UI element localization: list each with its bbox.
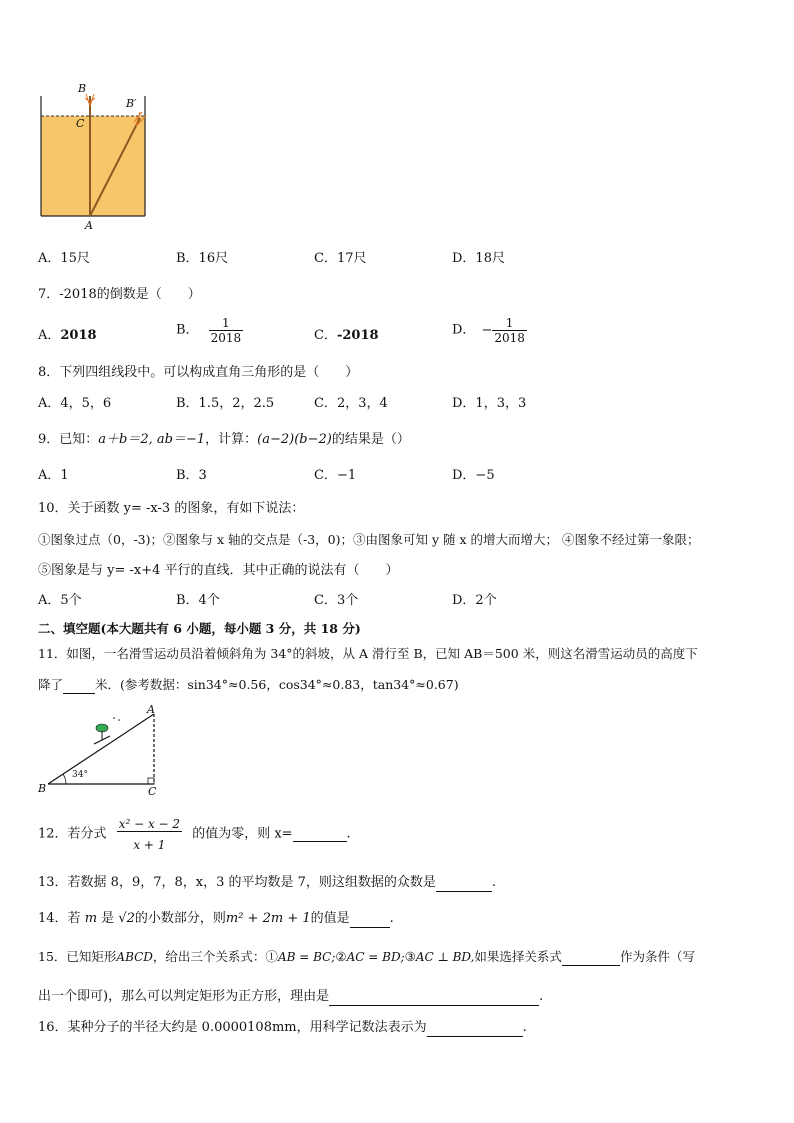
q15-line-2-text: 出一个即可)，那么可以判定矩形为正方形，理由是 [38,989,330,1004]
right-angle-mark [148,778,154,784]
q14-mid1: 是 [101,911,115,926]
q12-suffix: 的值为零，则 x= [192,826,293,842]
label-C: C [76,117,85,130]
q8-option-d[interactable]: D．1，3，3 [452,396,527,411]
q7-option-d-den: 2018 [494,331,525,345]
q9-option-a[interactable]: A．1 [38,468,69,483]
q7-option-c-value: -2018 [336,328,379,343]
q15-circle-3: ③ [404,949,416,964]
q7-option-b-num: 1 [209,316,244,331]
q15-relation-2: AC = BD; [346,950,405,964]
q12-denominator: x + 1 [133,838,166,852]
angle-arc [63,774,66,784]
q15-line-2-end: . [539,989,544,1004]
q7-option-d-num: 1 [492,316,527,331]
q14-end: . [389,911,394,926]
q10-option-d[interactable]: D．2个 [452,593,497,608]
q15-mid: ，给出三个关系式：① [152,949,278,964]
q14-suffix: 的值是 [310,911,350,926]
q7-option-a-value: 2018 [60,328,97,343]
q13-answer-blank[interactable] [436,877,492,892]
q11-answer-blank[interactable] [63,679,95,694]
q9-stem [38,431,410,449]
q9-mid: ，计算： [205,432,258,447]
q8-option-a[interactable]: A．4，5，6 [38,396,112,411]
slope-angle-label: 34° [72,770,88,780]
q13-text: 13．若数据 8，9，7，8，x，3 的平均数是 7，则这组数据的众数是 [38,875,436,890]
q14-sqrt: √2 [118,911,135,926]
q9-condition: a＋b＝2, ab＝−1 [98,432,206,447]
q16-answer-blank[interactable] [427,1022,523,1037]
q15-reason-blank[interactable] [329,991,539,1006]
q7-option-b-letter: B． [176,322,199,338]
skier-icon [94,717,120,744]
q7-option-d-letter: D． [452,322,476,338]
q16 [38,1019,527,1037]
q12-end: . [346,826,351,842]
q9-prefix: 9．已知： [38,432,99,447]
label-A: A [85,219,93,232]
q11-line-1: 11．如图，一名滑雪运动员沿着倾斜角为 34°的斜坡，从 A 滑行至 B，已知 AB＝500 米，则这名滑雪运动员的高度下 [38,646,698,661]
slope-label-C: C [148,785,157,798]
q11-line-2-rest: 米．(参考数据：sin34°≈0.56，cos34°≈0.83，tan34°≈0.67) [95,677,459,692]
q6-option-b[interactable]: B．16尺 [176,251,229,266]
q15-line-1 [38,948,695,966]
q14-prefix: 14．若 [38,911,81,926]
q12 [38,817,351,852]
q9-option-b[interactable]: B．3 [176,468,207,483]
q10-option-c[interactable]: C．3个 [314,593,359,608]
q7-option-a[interactable] [38,327,97,345]
q13-end: . [491,875,497,890]
q15-rect: ABCD [116,950,153,964]
q9-option-c[interactable]: C．−1 [314,468,357,483]
figure-reed-in-water [36,82,156,232]
q15-after: 如果选择关系式 [474,949,562,964]
q10-option-a[interactable]: A．5个 [38,593,82,608]
q7-stem: 7．-2018的倒数是（ ） [38,287,201,302]
q15-condition-blank[interactable] [562,951,620,966]
q7-option-a-letter: A． [38,328,61,343]
q16-text: 16．某种分子的半径大约是 0.0000108mm，用科学记数法表示为 [38,1020,427,1035]
q8-option-c[interactable]: C．2，3，4 [314,396,388,411]
q11-line-2 [38,676,459,694]
q12-prefix: 12．若分式 [38,826,107,842]
q10-stem: 10．关于函数 y= -x-3 的图象，有如下说法： [38,501,305,516]
q14-answer-blank[interactable] [350,913,390,928]
q7-option-b-den: 2018 [210,331,242,345]
q14-mid2: 的小数部分，则 [134,911,226,926]
q7-option-c-letter: C． [314,328,337,343]
q13 [38,874,496,892]
q6-option-d[interactable]: D．18尺 [452,251,505,266]
q9-option-d[interactable]: D．−5 [452,468,495,483]
q14-expression: m² + 2m + 1 [225,911,311,926]
q7-option-d-sign: − [481,322,493,338]
q14 [38,910,394,928]
q6-option-a[interactable]: A．15尺 [38,251,90,266]
q8-option-b[interactable]: B．1.5，2，2.5 [176,396,275,411]
label-B-prime: B′ [126,97,137,110]
q9-suffix: 的结果是（） [331,432,410,447]
q10-statements-1: ①图象过点（0，-3)；②图象与 x 轴的交点是（-3，0)；③由图象可知 y 随 x 的增大而增大； ④图象不经过第一象限； [38,532,700,547]
section-2-heading: 二、填空题(本大题共有 6 小题，每小题 3 分，共 18 分) [38,621,361,636]
q12-answer-blank[interactable] [293,827,347,842]
q8-stem: 8．下列四组线段中。可以构成直角三角形的是（ ） [38,365,359,380]
water-fill [41,116,145,216]
q10-statements-2: ⑤图象是与 y= -x+4 平行的直线．其中正确的说法有（ ） [38,563,399,578]
q10-option-b[interactable]: B．4个 [176,593,220,608]
q16-end: . [522,1020,527,1035]
q7-option-d[interactable] [452,316,527,345]
q9-expression: (a−2)(b−2) [257,432,332,447]
slope-label-B: B [38,782,47,795]
q15-relation-3: AC ⊥ BD, [415,950,475,964]
q6-option-c[interactable]: C．17尺 [314,251,367,266]
q12-numerator: x² − x − 2 [118,817,181,831]
q15-prefix: 15．已知矩形 [38,949,117,964]
q7-option-c[interactable] [314,327,379,345]
slope-label-A: A [147,703,155,716]
q15-relation-1: AB = BC; [277,950,336,964]
q7-option-b[interactable] [176,316,243,345]
q11-line-2-start: 降了 [38,677,64,692]
label-B: B [78,82,87,95]
q14-m: m [84,911,98,926]
q15-after2: 作为条件（写 [619,949,695,964]
q15-circle-2: ② [335,949,347,964]
q15-line-2 [38,988,543,1006]
